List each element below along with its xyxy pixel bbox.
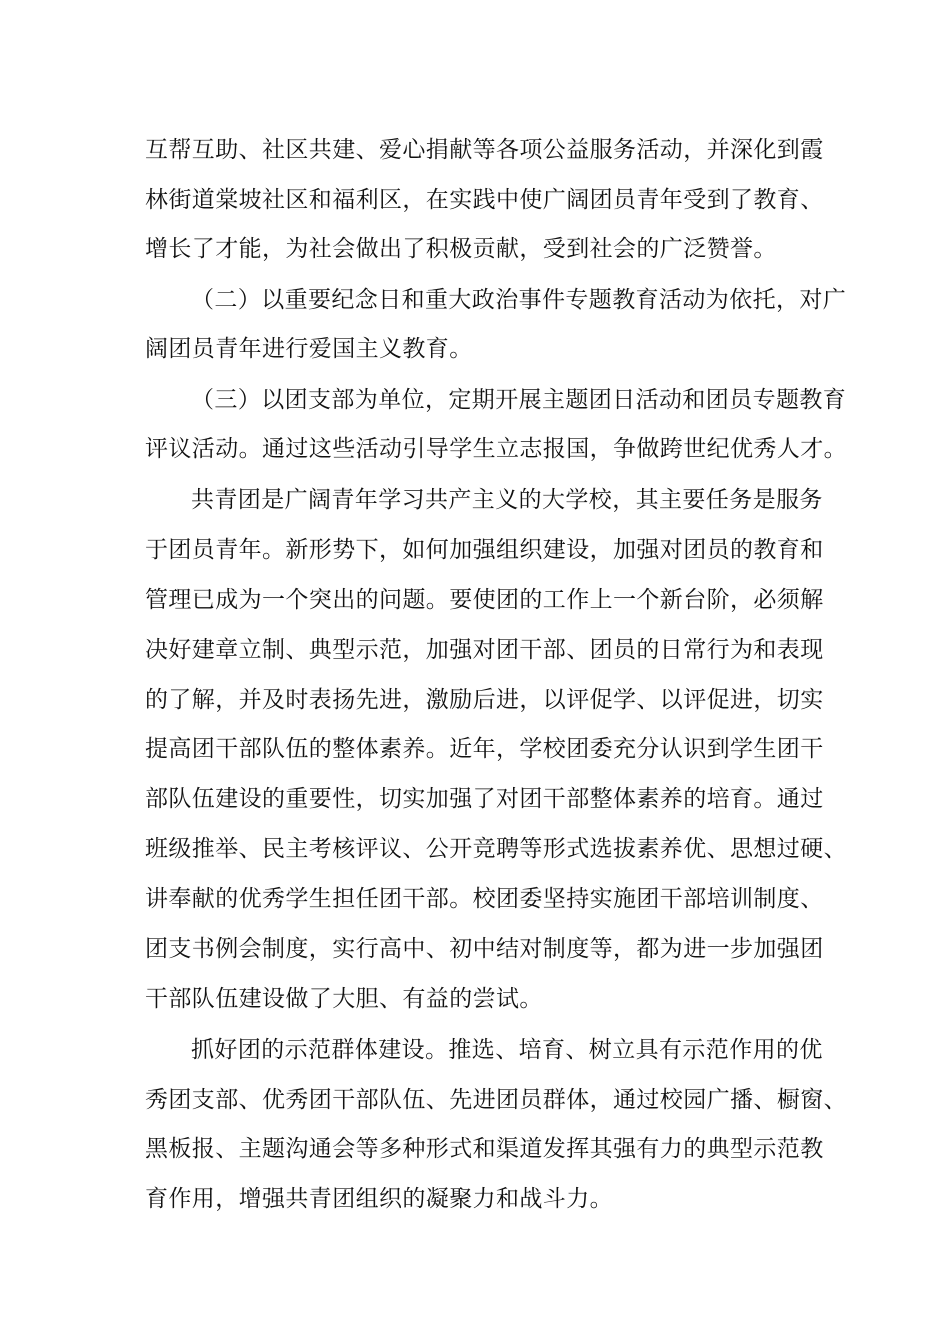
text-line: 林街道棠坡社区和福利区，在实践中使广阔团员青年受到了教育、 — [145, 187, 824, 213]
text-line: 提高团干部队伍的整体素养。近年，学校团委充分认识到学生团干 — [145, 736, 824, 762]
text-line: 评议活动。通过这些活动引导学生立志报国，争做跨世纪优秀人才。 — [145, 436, 847, 462]
text-line: 互帮互助、社区共建、爱心捐献等各项公益服务活动，并深化到霞 — [145, 137, 824, 163]
text-line: 管理已成为一个突出的问题。要使团的工作上一个新台阶，必须解 — [145, 587, 824, 613]
text-line: 黑板报、主题沟通会等多种形式和渠道发挥其强有力的典型示范教 — [145, 1136, 824, 1162]
text-line: 干部队伍建设做了大胆、有益的尝试。 — [145, 986, 543, 1012]
text-line: 阔团员青年进行爱国主义教育。 — [145, 336, 473, 362]
text-line: 增长了才能，为社会做出了积极贡献，受到社会的广泛赞誉。 — [145, 236, 777, 262]
text-line: 部队伍建设的重要性，切实加强了对团干部整体素养的培育。通过 — [145, 786, 824, 812]
text-line: 秀团支部、优秀团干部队伍、先进团员群体，通过校园广播、橱窗、 — [145, 1087, 847, 1113]
text-line: 班级推举、民主考核评议、公开竞聘等形式选拔素养优、思想过硬、 — [145, 836, 847, 862]
text-line: 讲奉献的优秀学生担任团干部。校团委坚持实施团干部培训制度、 — [145, 886, 824, 912]
text-line: 决好建章立制、典型示范，加强对团干部、团员的日常行为和表现 — [145, 637, 824, 663]
text-line: 的了解，并及时表扬先进，激励后进，以评促学、以评促进，切实 — [145, 687, 824, 713]
text-line: 育作用，增强共青团组织的凝聚力和战斗力。 — [145, 1186, 613, 1212]
text-line: 于团员青年。新形势下，如何加强组织建设，加强对团员的教育和 — [145, 537, 824, 563]
paragraph-first-line: 抓好团的示范群体建设。推选、培育、树立具有示范作用的优 — [191, 1037, 823, 1063]
paragraph-first-line: （二）以重要纪念日和重大政治事件专题教育活动为依托，对广 — [191, 287, 847, 313]
paragraph-first-line: 共青团是广阔青年学习共产主义的大学校，其主要任务是服务 — [191, 487, 823, 513]
paragraph-first-line: （三）以团支部为单位，定期开展主题团日活动和团员专题教育 — [191, 387, 847, 413]
text-line: 团支书例会制度，实行高中、初中结对制度等，都为进一步加强团 — [145, 936, 824, 962]
